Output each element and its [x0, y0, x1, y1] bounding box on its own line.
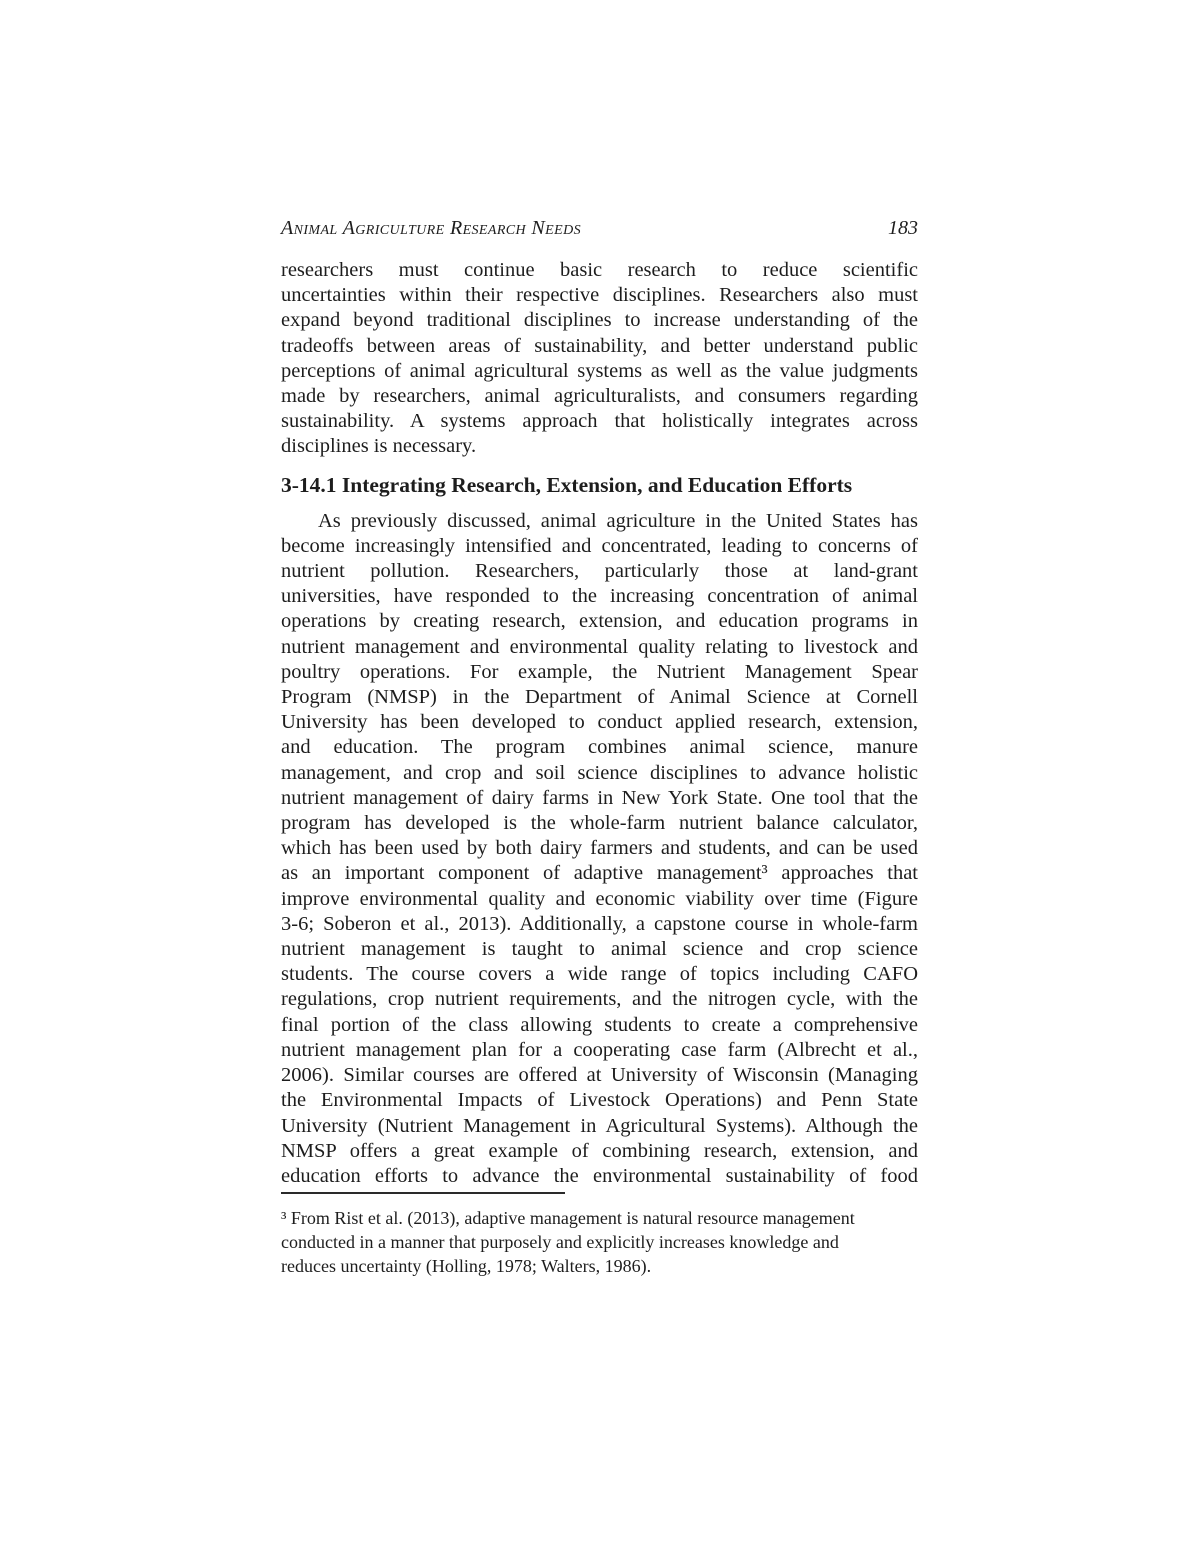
- text-line: poultry operations. For example, the Nutrient Management Spear: [281, 660, 918, 683]
- text-line: regulations, crop nutrient requirements, and the nitrogen cycle, with the: [281, 988, 918, 1011]
- text-line: Program (NMSP) in the Department of Animal Science at Cornell: [281, 686, 918, 709]
- text-line: the Environmental Impacts of Livestock Operations) and Penn State: [281, 1089, 918, 1112]
- section-heading: 3-14.1 Integrating Research, Extension, and Education Efforts: [281, 472, 853, 497]
- text-line: tradeoffs between areas of sustainability, and better understand public: [281, 334, 918, 357]
- text-line: students. The course covers a wide range of topics including CAFO: [281, 963, 918, 986]
- footnote: [281, 1206, 918, 1278]
- text-line: nutrient management plan for a cooperating case farm (Albrecht et al.,: [281, 1038, 918, 1061]
- text-line: program has developed is the whole-farm nutrient balance calculator,: [281, 812, 918, 835]
- footnote-separator: [281, 1192, 565, 1194]
- text-line: final portion of the class allowing students to create a comprehensive: [281, 1013, 918, 1036]
- text-line: reduces uncertainty (Holling, 1978; Walters, 1986).: [281, 1256, 652, 1277]
- text-line: management, and crop and soil science disciplines to advance holistic: [281, 761, 918, 784]
- text-line: researchers must continue basic research to reduce scientific: [281, 259, 918, 281]
- text-line: nutrient pollution. Researchers, particularly those at land-grant: [281, 560, 918, 583]
- text-block: [281, 216, 918, 1278]
- paragraph-body: [281, 509, 918, 1189]
- text-line: become increasingly intensified and concentrated, leading to concerns of: [281, 534, 918, 557]
- text-line: as an important component of adaptive management³ approaches that: [281, 862, 918, 885]
- text-line: As previously discussed, animal agriculture in the United States has: [318, 509, 918, 532]
- text-line: uncertainties within their respective disciplines. Researchers also must: [281, 284, 918, 307]
- text-line: ³ From Rist et al. (2013), adaptive management is natural resource management: [281, 1208, 855, 1229]
- text-line: disciplines is necessary.: [281, 435, 477, 458]
- text-line: perceptions of animal agricultural systems as well as the value judgments: [281, 359, 918, 382]
- paragraph-continuation: [281, 258, 918, 460]
- text-line: NMSP offers a great example of combining research, extension, and: [281, 1139, 918, 1162]
- text-line: conducted in a manner that purposely and explicitly increases knowledge and: [281, 1232, 839, 1253]
- text-line: operations by creating research, extension, and education programs in: [281, 610, 918, 633]
- text-line: improve environmental quality and economic viability over time (Figure: [281, 887, 918, 910]
- page-number: 183: [888, 217, 918, 239]
- text-line: universities, have responded to the increasing concentration of animal: [281, 585, 918, 608]
- text-line: University has been developed to conduct applied research, extension,: [281, 711, 918, 734]
- text-line: University (Nutrient Management in Agricultural Systems). Although the: [281, 1114, 918, 1137]
- text-line: which has been used by both dairy farmers and students, and can be used: [281, 837, 918, 860]
- text-line: and education. The program combines animal science, manure: [281, 736, 918, 759]
- text-line: expand beyond traditional disciplines to increase understanding of the: [281, 309, 918, 332]
- text-line: made by researchers, animal agriculturalists, and consumers regarding: [281, 385, 918, 408]
- text-line: nutrient management is taught to animal science and crop science: [281, 938, 918, 961]
- text-line: sustainability. A systems approach that holistically integrates across: [281, 410, 918, 433]
- text-line: nutrient management and environmental quality relating to livestock and: [281, 635, 918, 658]
- text-line: 3-6; Soberon et al., 2013). Additionally, a capstone course in whole-farm: [281, 912, 918, 935]
- text-line: education efforts to advance the environmental sustainability of food: [281, 1164, 918, 1187]
- running-title: Animal Agriculture Research Needs: [281, 217, 581, 239]
- text-line: nutrient management of dairy farms in New York State. One tool that the: [281, 786, 918, 809]
- text-line: 2006). Similar courses are offered at University of Wisconsin (Managing: [281, 1064, 918, 1087]
- running-header: [281, 216, 918, 241]
